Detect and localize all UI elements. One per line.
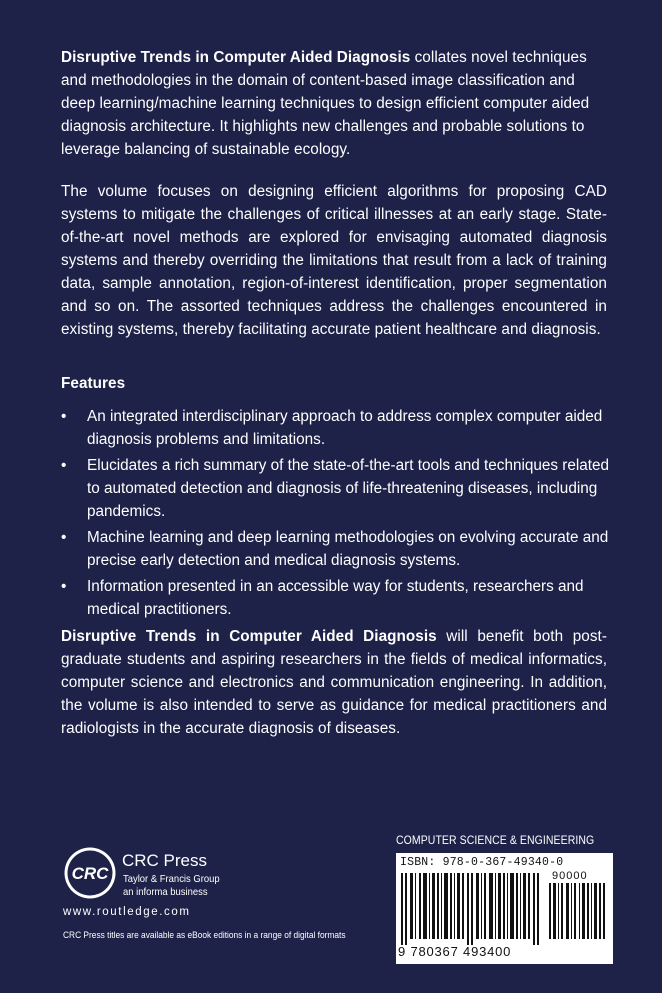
barcode-bars [401,873,545,945]
publisher-group: Taylor & Francis Group [123,873,220,885]
publisher-name: CRC Press [122,851,208,870]
description-paragraph-1 [61,46,607,161]
paragraph-3-text: will benefit both post-graduate students and aspiring researchers in the fields of medical informatics, computer science and electronics and communication engineering. In addition, the volume is also intended to serve as guidance for medical practitioners and radiologists in the accurate diagnosis of diseases. [61,628,607,737]
bullet-icon: • [61,457,67,474]
price-addon-number: 90000 [552,870,588,882]
feature-item [61,454,621,523]
isbn-label: ISBN: 978-0-367-49340-0 [400,856,564,869]
features-heading: Features [61,375,126,392]
feature-text: Machine learning and deep learning methodologies on evolving accurate and precise early detection and medical diagnosis systems. [87,529,609,569]
feature-text: An integrated interdisciplinary approach to address complex computer aided diagnosis problems and limitations. [87,408,603,448]
publisher-business: an informa business [123,886,208,898]
logo-text: CRC [71,864,109,883]
description-paragraph-3 [61,625,607,740]
subject-category: COMPUTER SCIENCE & ENGINEERING [396,833,595,847]
barcode-number: 9 780367 493400 [398,944,512,959]
bullet-icon: • [61,578,67,595]
paragraph-1-text: collates novel techniques and methodologies in the domain of content-based image classification and deep learning/machine learning techniques to design efficient computer aided diagnosis architecture. It highlights new challenges and probable solutions to leverage balancing of sustainable ecology. [61,49,590,158]
bullet-icon: • [61,408,67,425]
bullet-icon: • [61,529,67,546]
feature-text: Elucidates a rich summary of the state-of-the-art tools and techniques related to automated detection and diagnosis of life-threatening diseases, including pandemics. [87,457,610,520]
ebook-footnote: CRC Press titles are available as eBook editions in a range of digital formats [63,930,346,941]
book-title-bold: Disruptive Trends in Computer Aided Diagnosis [61,49,411,66]
feature-item [61,526,621,572]
features-list [61,405,621,621]
description-paragraph-2: The volume focuses on designing efficient algorithms for proposing CAD systems to mitigate the challenges of critical illnesses at an early stage. State-of-the-art novel methods are explored for envisaging automated diagnosis systems and thereby overriding the limitations that result from a lack of training data, sample annotation, region-of-interest identification, proper segmentation and so on. The assorted techniques address the challenges encountered in existing systems, thereby facilitating accurate patient healthcare and diagnosis. [61,183,607,338]
book-title-bold: Disruptive Trends in Computer Aided Diagnosis [61,628,437,645]
publisher-website[interactable]: www.routledge.com [63,906,191,918]
feature-item [61,575,621,621]
addon-barcode-bars [549,883,607,939]
crc-press-logo [63,846,117,900]
feature-text: Information presented in an accessible way for students, researchers and medical practitioners. [87,578,584,618]
isbn-barcode [396,853,613,964]
feature-item [61,405,621,451]
